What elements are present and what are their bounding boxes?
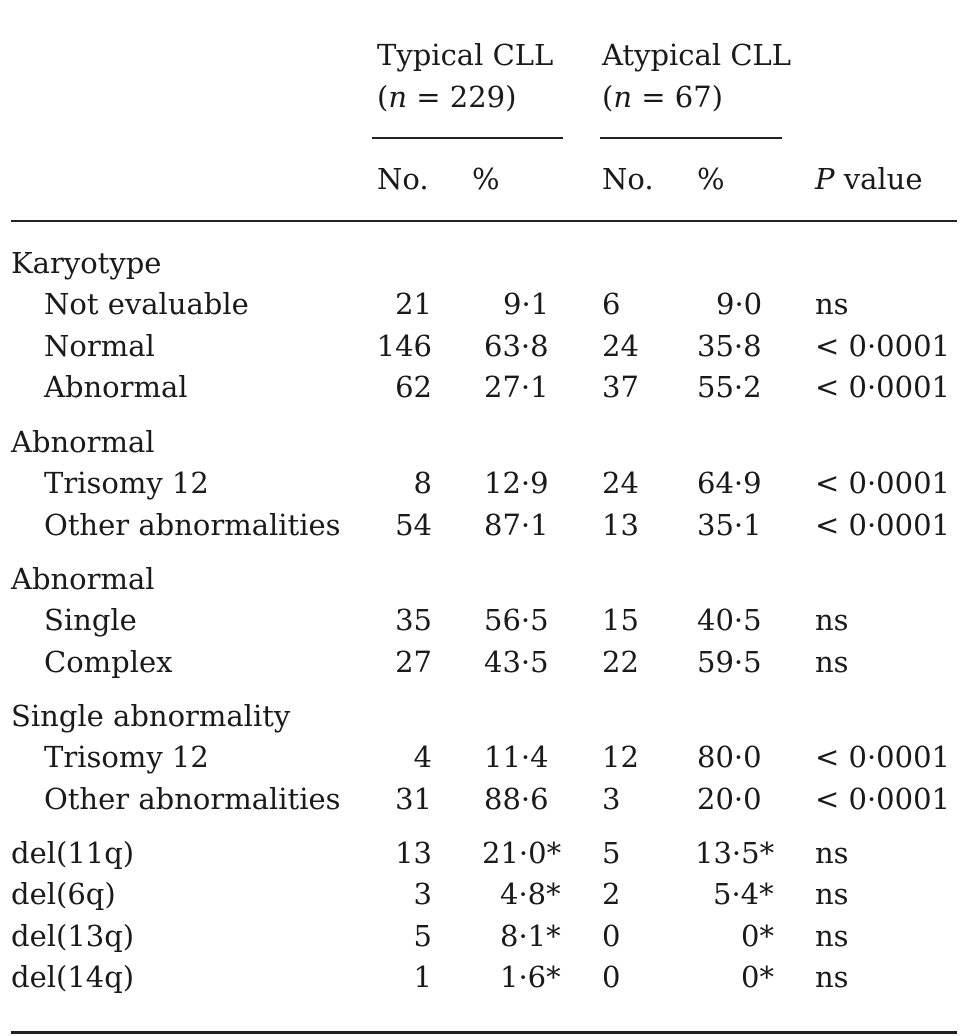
typical-no: 13 — [395, 836, 432, 870]
header-rule — [11, 220, 957, 222]
atypical-no: 3 — [602, 782, 621, 816]
typical-pct: 4·8* — [500, 877, 561, 911]
typical-pct: 1·6* — [500, 960, 561, 994]
group-atypical-rule — [600, 137, 782, 139]
atypical-no: 24 — [602, 466, 639, 500]
atypical-pct: 80·0 — [697, 740, 762, 774]
row-label: del(11q) — [11, 836, 135, 870]
p-value: < 0·0001 — [815, 508, 950, 542]
row-label: Single — [44, 603, 137, 637]
section-label: Abnormal — [11, 425, 155, 459]
typical-no: 4 — [413, 740, 432, 774]
typical-no: 21 — [395, 287, 432, 321]
p-value: ns — [815, 836, 849, 870]
typical-pct: 12·9 — [484, 466, 549, 500]
row-label: Complex — [44, 645, 173, 679]
bottom-rule — [11, 1031, 957, 1034]
atypical-no: 24 — [602, 329, 639, 363]
typical-pct: 21·0* — [482, 836, 562, 870]
p-value: ns — [815, 960, 849, 994]
typical-pct: 9·1 — [503, 287, 550, 321]
atypical-pct: 59·5 — [697, 645, 762, 679]
typical-no: 35 — [395, 603, 432, 637]
atypical-no: 22 — [602, 645, 639, 679]
row-label: Abnormal — [44, 370, 188, 404]
typical-no: 5 — [413, 919, 432, 953]
atypical-no: 0 — [602, 919, 621, 953]
atypical-no: 15 — [602, 603, 639, 637]
section-label: Single abnormality — [11, 699, 291, 733]
col-typical-no: No. — [377, 162, 429, 196]
atypical-no: 12 — [602, 740, 639, 774]
typical-no: 1 — [413, 960, 432, 994]
typical-pct: 27·1 — [484, 370, 549, 404]
group-atypical-n: (n = 67) — [602, 80, 723, 114]
typical-no: 3 — [413, 877, 432, 911]
atypical-pct: 9·0 — [716, 287, 763, 321]
atypical-pct: 5·4* — [713, 877, 774, 911]
group-typical-title: Typical CLL — [377, 38, 554, 72]
atypical-pct: 55·2 — [697, 370, 762, 404]
atypical-no: 5 — [602, 836, 621, 870]
row-label: Trisomy 12 — [44, 466, 209, 500]
row-label: Trisomy 12 — [44, 740, 209, 774]
atypical-pct: 64·9 — [697, 466, 762, 500]
row-label: del(14q) — [11, 960, 135, 994]
p-value: ns — [815, 603, 849, 637]
typical-no: 31 — [395, 782, 432, 816]
atypical-no: 13 — [602, 508, 639, 542]
atypical-pct: 0* — [741, 919, 774, 953]
row-label: Other abnormalities — [44, 782, 341, 816]
col-atypical-pct: % — [697, 162, 725, 196]
row-label: del(6q) — [11, 877, 116, 911]
row-label: Normal — [44, 329, 155, 363]
atypical-pct: 0* — [741, 960, 774, 994]
col-atypical-no: No. — [602, 162, 654, 196]
typical-pct: 56·5 — [484, 603, 549, 637]
typical-no: 27 — [395, 645, 432, 679]
typical-pct: 11·4 — [484, 740, 549, 774]
p-value: < 0·0001 — [815, 466, 950, 500]
p-value: < 0·0001 — [815, 329, 950, 363]
p-value: ns — [815, 645, 849, 679]
atypical-pct: 13·5* — [695, 836, 775, 870]
section-label: Abnormal — [11, 562, 155, 596]
atypical-pct: 35·1 — [697, 508, 762, 542]
atypical-no: 2 — [602, 877, 621, 911]
atypical-no: 6 — [602, 287, 621, 321]
section-label: Karyotype — [11, 246, 162, 280]
atypical-no: 0 — [602, 960, 621, 994]
group-typical-n: (n = 229) — [377, 80, 517, 114]
p-value: < 0·0001 — [815, 782, 950, 816]
typical-pct: 63·8 — [484, 329, 549, 363]
p-value: < 0·0001 — [815, 370, 950, 404]
group-atypical-title: Atypical CLL — [602, 38, 792, 72]
typical-pct: 87·1 — [484, 508, 549, 542]
atypical-pct: 40·5 — [697, 603, 762, 637]
typical-pct: 8·1* — [500, 919, 561, 953]
typical-no: 8 — [413, 466, 432, 500]
group-typical-rule — [372, 137, 563, 139]
col-p-value: P value — [815, 162, 923, 196]
row-label: Other abnormalities — [44, 508, 341, 542]
row-label: Not evaluable — [44, 287, 249, 321]
p-value: ns — [815, 287, 849, 321]
typical-no: 54 — [395, 508, 432, 542]
atypical-pct: 35·8 — [697, 329, 762, 363]
typical-pct: 88·6 — [484, 782, 549, 816]
col-typical-pct: % — [472, 162, 500, 196]
atypical-no: 37 — [602, 370, 639, 404]
typical-no: 62 — [395, 370, 432, 404]
p-value: < 0·0001 — [815, 740, 950, 774]
atypical-pct: 20·0 — [697, 782, 762, 816]
p-value: ns — [815, 919, 849, 953]
typical-pct: 43·5 — [484, 645, 549, 679]
p-value: ns — [815, 877, 849, 911]
row-label: del(13q) — [11, 919, 135, 953]
typical-no: 146 — [376, 329, 432, 363]
